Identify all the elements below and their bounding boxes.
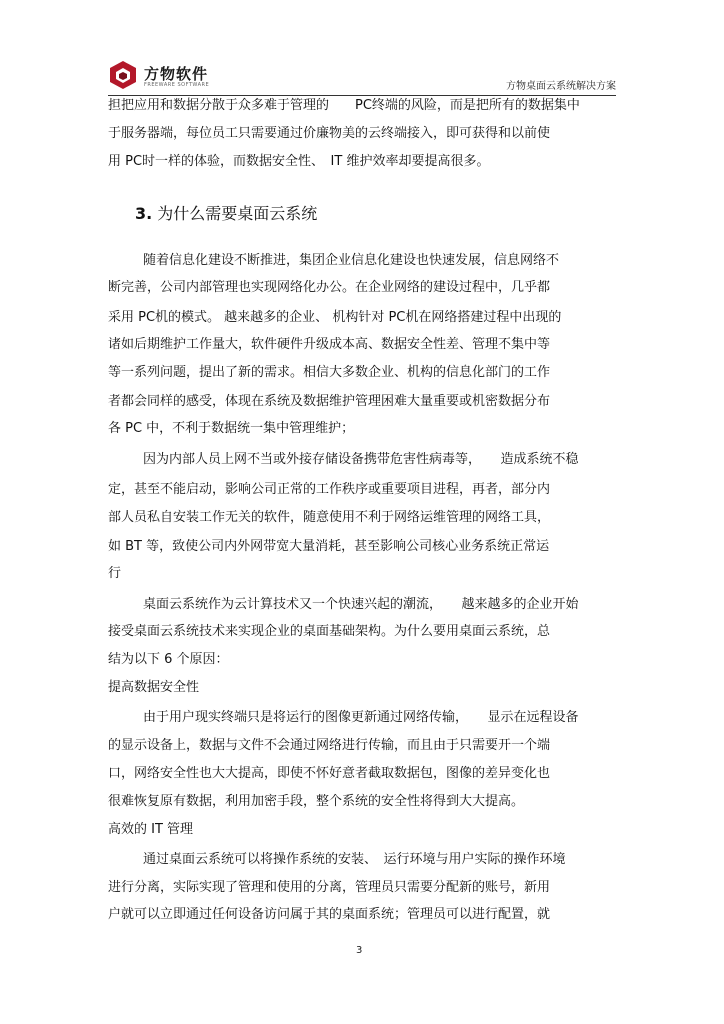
text-line: 因为内部人员上网不当或外接存储设备携带危害性病毒等， 造成系统不稳 [143,452,579,467]
text-line: 担把应用和数据分散于众多难于管理的 PC终端的风险，而是把所有的数据集中 [108,98,580,113]
text-line: 采用 PC机的模式。 越来越多的企业、 机构针对 PC机在网络搭建过程中出现的 [108,310,562,325]
company-logo-icon [108,60,138,90]
text-line: 者都会同样的感受，体现在系统及数据维护管理困难大量重要或机密数据分布 [108,394,551,409]
text-line: 定，甚至不能启动，影响公司正常的工作秩序或重要项目进程，再者，部分内 [108,482,551,497]
text-line: 的显示设备上，数据与文件不会通过网络进行传输，而且由于只需要开一个端 [108,738,551,753]
text-line: 很难恢复原有数据，利用加密手段，整个系统的安全性将得到大大提高。 [108,794,525,809]
section-heading [135,204,317,224]
section-title: 为什么需要桌面云系统 [152,204,318,223]
text-line: 如 BT 等，致使公司内外网带宽大量消耗，甚至影响公司核心业务系统正常运 [108,539,550,554]
logo-subtitle: FREEWARE SOFTWARE [144,82,210,88]
text-line: 部人员私自安装工作无关的软件，随意使用不利于网络运维管理的网络工具， [108,510,551,525]
subheading: 提高数据安全性 [108,680,200,695]
text-line: 桌面云系统作为云计算技术又一个快速兴起的潮流， 越来越多的企业开始 [143,597,579,612]
text-line: 等一系列问题，提出了新的需求。相信大多数企业、机构的信息化部门的工作 [108,365,551,380]
text-line: 断完善，公司内部管理也实现网络化办公。在企业网络的建设过程中，几乎都 [108,280,551,295]
header-divider [108,95,616,96]
text-line: 随着信息化建设不断推进，集团企业信息化建设也快速发展，信息网络不 [143,253,560,268]
page-number: 3 [356,945,363,956]
text-line: 进行分离，实际实现了管理和使用的分离，管理员只需要分配新的账号，新用 [108,880,551,895]
logo-name: 方物软件 [144,65,209,83]
text-line: 诸如后期维护工作量大，软件硬件升级成本高、数据安全性差、管理不集中等 [108,337,551,352]
text-line: 于服务器端，每位员工只需要通过价廉物美的云终端接入，即可获得和以前使 [108,126,551,141]
subheading: 高效的 IT 管理 [108,822,194,837]
text-line: 各 PC 中，不利于数据统一集中管理维护； [108,421,355,436]
page-header [108,56,616,96]
text-line: 用 PC时一样的体验，而数据安全性、 IT 维护效率却要提高很多。 [108,154,490,169]
document-title: 方物桌面云系统解决方案 [506,81,616,92]
text-line: 户就可以立即通过任何设备访问属于其的桌面系统；管理员可以进行配置，就 [108,907,551,922]
text-line: 通过桌面云系统可以将操作系统的安装、 运行环境与用户实际的操作环境 [143,852,566,867]
text-line: 接受桌面云系统技术来实现企业的桌面基础架构。为什么要用桌面云系统，总 [108,624,551,639]
text-line: 口，网络安全性也大大提高，即使不怀好意者截取数据包，图像的差异变化也 [108,766,551,781]
text-line: 行 [108,566,122,581]
text-line: 由于用户现实终端只是将运行的图像更新通过网络传输， 显示在远程设备 [143,710,579,725]
section-number: 3. [135,204,153,223]
text-line: 结为以下 6 个原因： [108,652,229,667]
